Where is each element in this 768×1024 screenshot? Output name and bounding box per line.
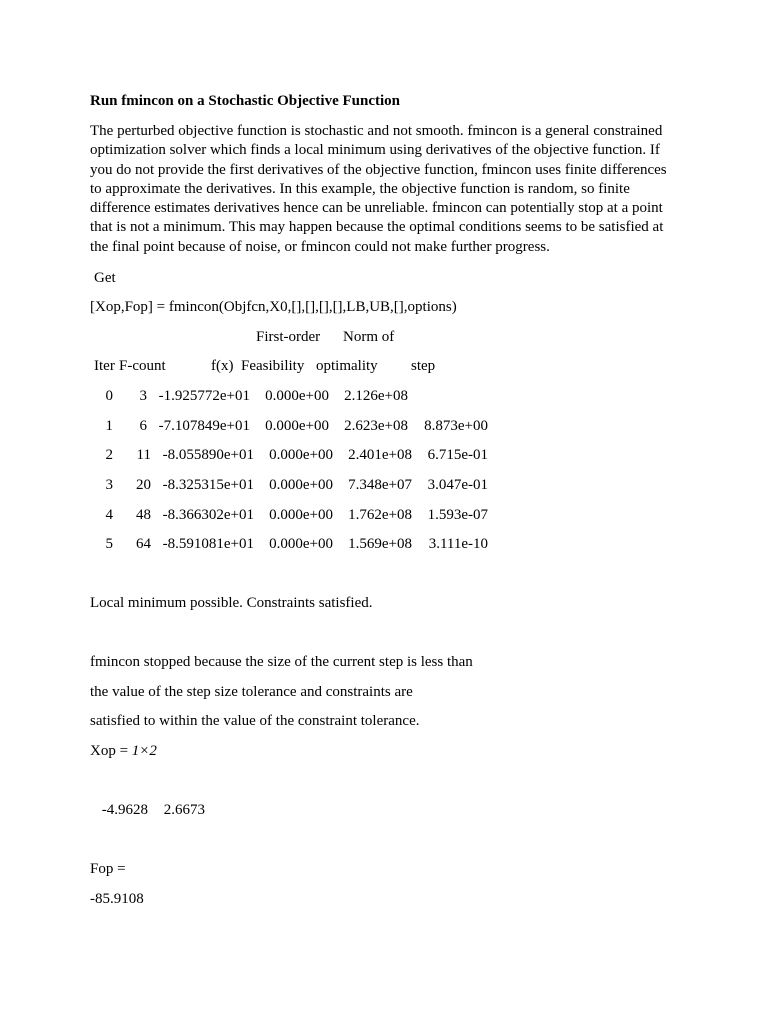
table-cell-fcount: 3 [139,388,147,404]
table-cell-fcount: 20 [136,477,151,493]
table-cell-fx: -8.591081e+01 [162,536,254,552]
table-cell-fcount: 6 [139,418,147,434]
table-cell-fx: -1.925772e+01 [158,388,250,404]
table-cell-feasibility: 0.000e+00 [265,418,329,434]
table-cell-feasibility: 0.000e+00 [269,477,333,493]
table-cell-iter: 4 [105,507,113,523]
header-optimality: optimality [316,358,378,374]
table-cell-iter: 3 [105,477,113,493]
table-cell-step: 1.593e-07 [427,507,488,523]
stop-reason-line-3: satisfied to within the value of the constraint tolerance. [90,713,420,729]
table-cell-feasibility: 0.000e+00 [269,536,333,552]
table-cell-feasibility: 0.000e+00 [265,388,329,404]
xop-value-1: -4.9628 [101,802,148,818]
xop-label: Xop = [90,743,132,759]
header-first-order: First-order [256,329,321,345]
table-cell-fcount: 48 [136,507,151,523]
table-cell-step: 6.715e-01 [427,447,488,463]
stop-reason-line-1: fmincon stopped because the size of the current step is less than [90,654,473,670]
local-minimum-message: Local minimum possible. Constraints satisfied. [90,595,373,611]
table-cell-iter: 5 [105,536,113,552]
section-heading: Run fmincon on a Stochastic Objective Function [90,93,401,109]
xop-size: 1×2 [131,743,157,759]
table-cell-optimality: 2.623e+08 [344,418,408,434]
table-cell-fx: -7.107849e+01 [158,418,250,434]
xop-header [90,741,157,761]
header-step: step [411,358,436,374]
table-cell-fx: -8.055890e+01 [162,447,254,463]
table-cell-fcount: 11 [136,447,151,463]
fop-value: -85.9108 [90,891,144,907]
table-cell-iter: 1 [105,418,113,434]
table-cell-feasibility: 0.000e+00 [269,507,333,523]
table-cell-fx: -8.366302e+01 [162,507,254,523]
table-cell-iter: 0 [105,388,113,404]
table-cell-optimality: 1.762e+08 [348,507,412,523]
table-cell-fx: -8.325315e+01 [162,477,254,493]
xop-value-2: 2.6673 [163,802,205,818]
fop-label: Fop = [90,861,126,877]
table-cell-iter: 2 [105,447,113,463]
header-fx: f(x) [211,358,234,374]
table-cell-optimality: 2.401e+08 [348,447,412,463]
table-cell-step: 3.047e-01 [427,477,488,493]
table-cell-step: 3.111e-10 [428,536,488,552]
header-norm-of: Norm of [343,329,395,345]
intro-paragraph: The perturbed objective function is stochastic and not smooth. fmincon is a general constrained optimization solver which finds a local minimum using derivatives of the objective function. If you do not provide the first derivatives of the objective function, fmincon uses finite differences to approximate the derivatives. In this example, the objective function is random, so finite difference estimates derivatives hence can be unreliable. fmincon can potentially stop at a point that is not a minimum. This may happen because the optimal conditions seems to be satisfied at the final point because of noise, or fmincon could not make further progress. [90,123,667,255]
header-fcount: F-count [119,358,166,374]
stop-reason-line-2: the value of the step size tolerance and constraints are [90,684,413,700]
header-iter: Iter [94,358,115,374]
header-feasibility: Feasibility [241,358,305,374]
get-label: Get [94,270,116,286]
table-cell-optimality: 7.348e+07 [348,477,412,493]
table-cell-optimality: 2.126e+08 [344,388,408,404]
table-cell-feasibility: 0.000e+00 [269,447,333,463]
table-cell-fcount: 64 [136,536,151,552]
fmincon-command: [Xop,Fop] = fmincon(Objfcn,X0,[],[],[],[],LB,UB,[],options) [90,299,457,315]
table-cell-step: 8.873e+00 [424,418,488,434]
table-cell-optimality: 1.569e+08 [348,536,412,552]
